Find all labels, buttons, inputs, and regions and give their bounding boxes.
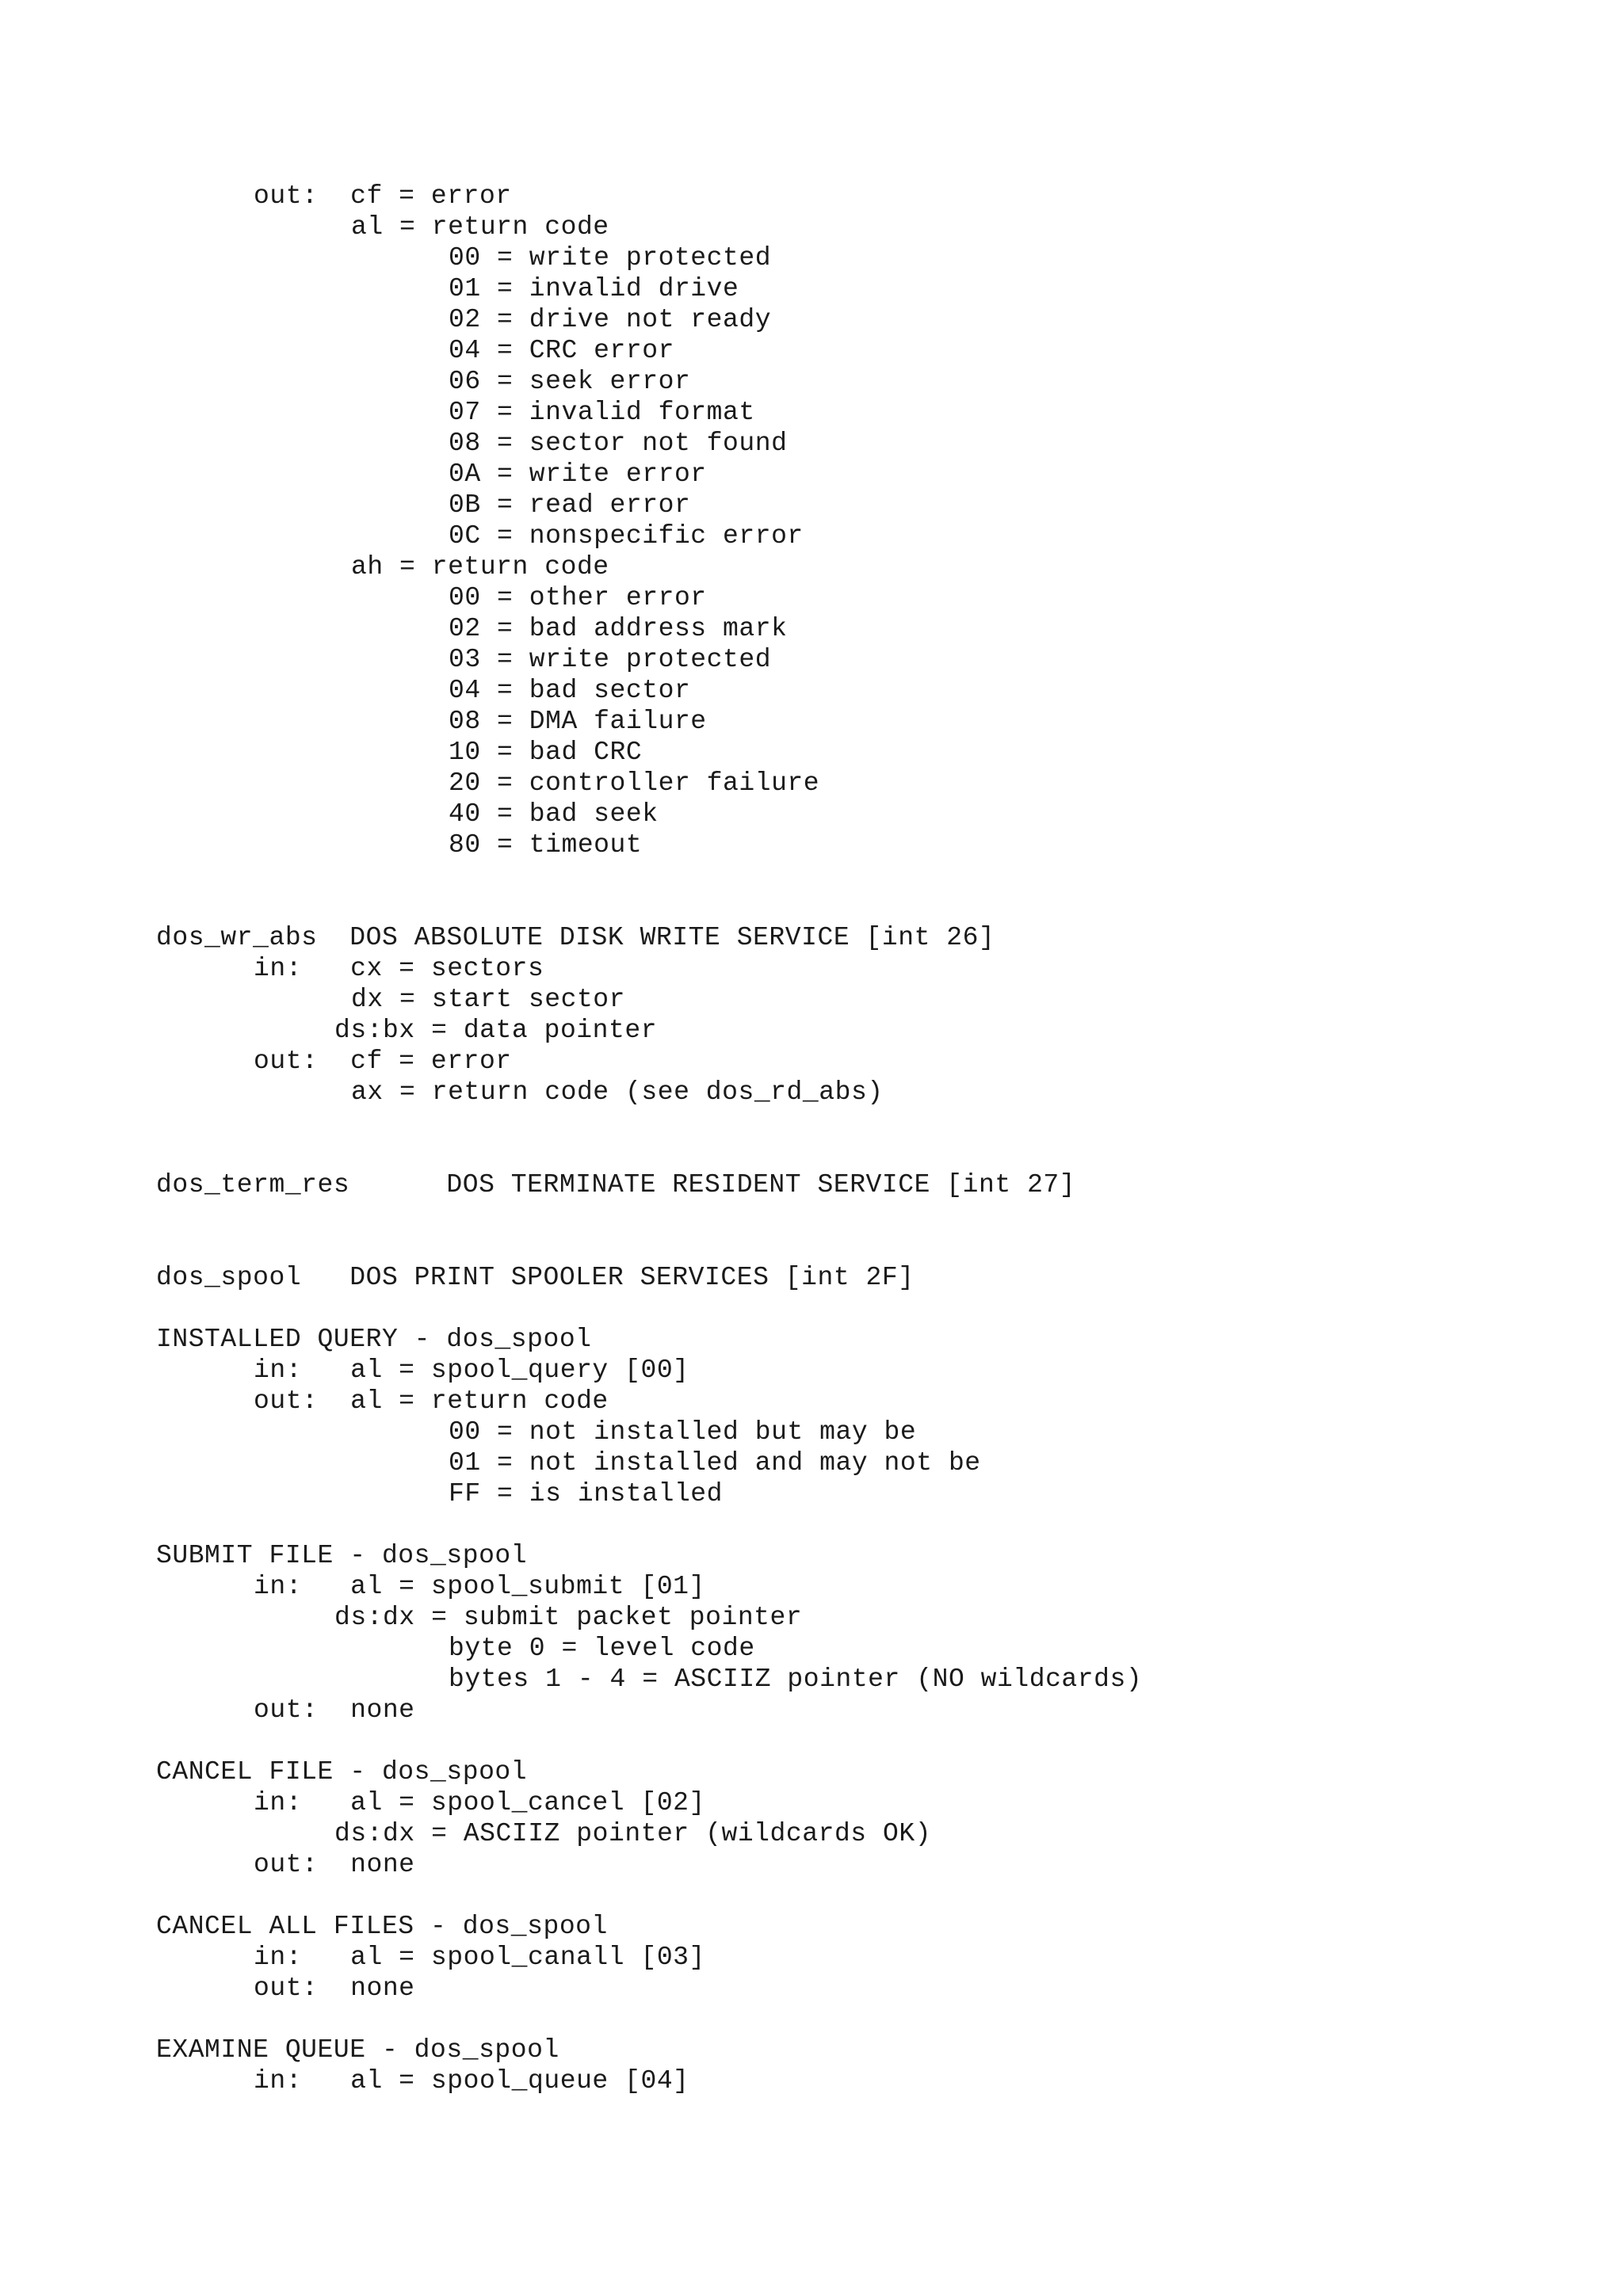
text-line: 08 = DMA failure [449, 707, 707, 736]
text-line: out: cf = error [254, 181, 512, 211]
text-line: 0A = write error [449, 460, 707, 489]
text-line: bytes 1 - 4 = ASCIIZ pointer (NO wildcards) [449, 1665, 1143, 1694]
text-line: dx = start sector [351, 985, 626, 1014]
text-line: byte 0 = level code [449, 1634, 755, 1663]
text-line: 01 = not installed and may not be [449, 1448, 981, 1478]
blank-line [0, 1200, 1623, 1231]
blank-line [0, 1726, 1623, 1756]
text-line: 20 = controller failure [449, 769, 820, 798]
text-line: CANCEL ALL FILES - dos_spool [156, 1912, 608, 1941]
text-line: in: al = spool_canall [03] [254, 1943, 705, 1972]
text-line: EXAMINE QUEUE - dos_spool [156, 2035, 559, 2065]
text-line: 06 = seek error [449, 367, 691, 396]
text-line: dos_spool DOS PRINT SPOOLER SERVICES [int 2F] [156, 1263, 915, 1292]
document-page [0, 181, 1623, 2096]
text-line: in: al = spool_queue [04] [254, 2066, 689, 2096]
text-line: 00 = write protected [449, 243, 772, 273]
text-line: FF = is installed [449, 1479, 724, 1508]
text-line: 00 = not installed but may be [449, 1417, 917, 1447]
text-line: 01 = invalid drive [449, 274, 739, 303]
blank-line [0, 1509, 1623, 1540]
text-line: out: al = return code [254, 1386, 609, 1416]
text-line: in: al = spool_submit [01] [254, 1572, 705, 1601]
text-line: dos_term_res DOS TERMINATE RESIDENT SERVICE [int 27] [156, 1170, 1076, 1199]
text-line: 04 = bad sector [449, 676, 691, 705]
text-line: dos_wr_abs DOS ABSOLUTE DISK WRITE SERVICE [int 26] [156, 923, 995, 952]
text-line: ds:dx = ASCIIZ pointer (wildcards OK) [334, 1819, 932, 1848]
text-line: 02 = drive not ready [449, 305, 772, 334]
blank-line [0, 1138, 1623, 1169]
text-line: in: cx = sectors [254, 954, 544, 983]
text-line: in: al = spool_cancel [02] [254, 1788, 705, 1817]
text-line: 08 = sector not found [449, 429, 788, 458]
text-line: 00 = other error [449, 583, 707, 612]
text-line: ah = return code [351, 552, 609, 582]
text-line: INSTALLED QUERY - dos_spool [156, 1325, 592, 1354]
blank-line [0, 891, 1623, 922]
text-line: in: al = spool_query [00] [254, 1356, 689, 1385]
blank-line [0, 860, 1623, 891]
text-line: out: cf = error [254, 1047, 512, 1076]
text-line: ax = return code (see dos_rd_abs) [351, 1077, 884, 1107]
text-line: 02 = bad address mark [449, 614, 788, 643]
text-line: 10 = bad CRC [449, 738, 643, 767]
text-line: 80 = timeout [449, 830, 643, 860]
blank-line [0, 1108, 1623, 1138]
blank-line [0, 1231, 1623, 1262]
text-line: ds:bx = data pointer [334, 1016, 658, 1045]
text-line: al = return code [351, 212, 609, 242]
text-line: SUBMIT FILE - dos_spool [156, 1541, 528, 1570]
text-line: 40 = bad seek [449, 799, 659, 829]
text-line: out: none [254, 1695, 415, 1725]
blank-line [0, 1293, 1623, 1324]
text-line: CANCEL FILE - dos_spool [156, 1757, 528, 1787]
blank-line [0, 2004, 1623, 2035]
text-line: ds:dx = submit packet pointer [334, 1603, 803, 1632]
text-line: 0C = nonspecific error [449, 521, 804, 551]
text-line: 07 = invalid format [449, 398, 755, 427]
text-line: out: none [254, 1850, 415, 1879]
blank-line [0, 1880, 1623, 1911]
text-line: 04 = CRC error [449, 336, 674, 365]
text-line: 0B = read error [449, 490, 691, 520]
text-line: 03 = write protected [449, 645, 772, 674]
text-line: out: none [254, 1974, 415, 2003]
